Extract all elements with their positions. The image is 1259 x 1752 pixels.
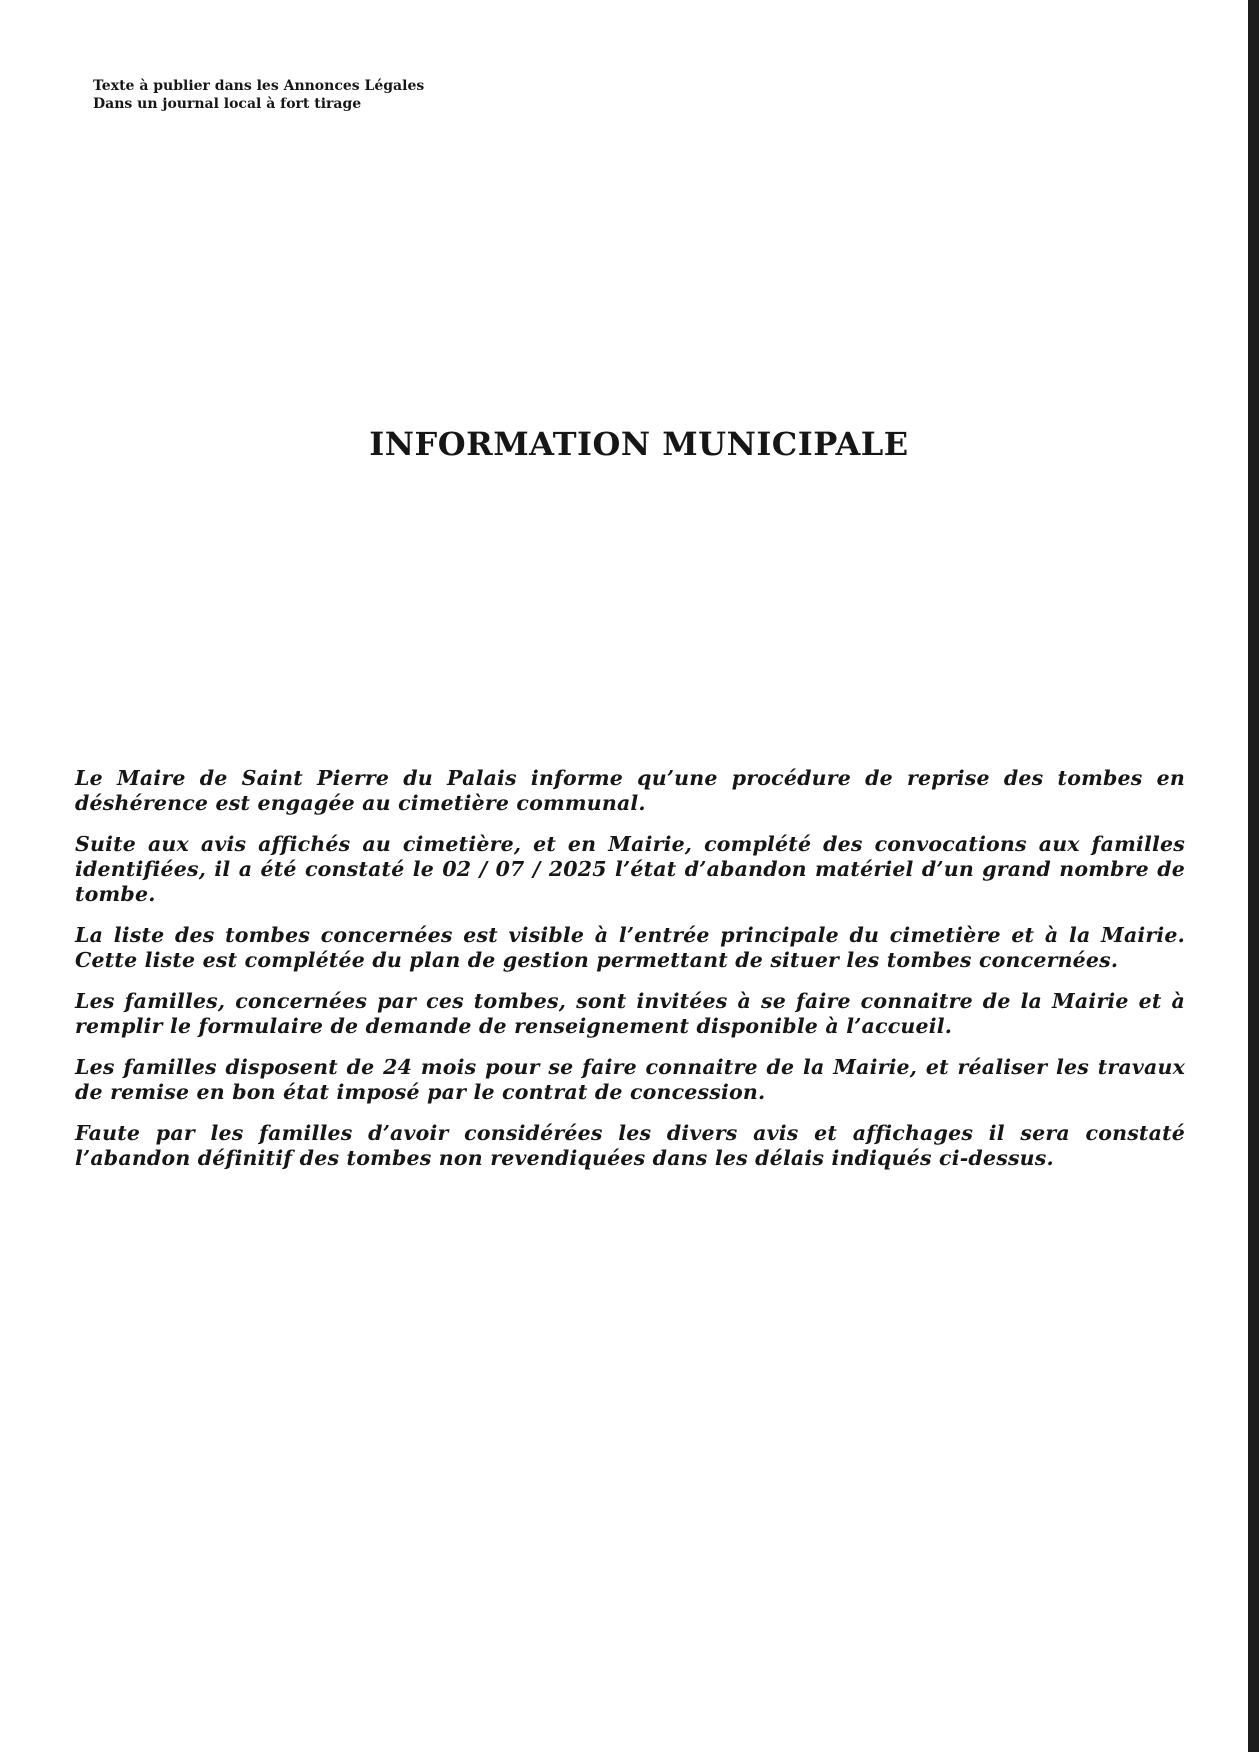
paragraph-final-abandon: Faute par les familles d’avoir considérées les divers avis et affichages il sera constaté l’abandon définitif des tombes non revendiquées dans les délais indiqués ci-dessus. [75, 1121, 1185, 1170]
paragraph-deadline: Les familles disposent de 24 mois pour se faire connaitre de la Mairie, et réaliser les travaux de remise en bon état imposé par le contrat de concession. [75, 1055, 1185, 1104]
notice-body [75, 766, 1185, 1187]
paragraph-tomb-list: La liste des tombes concernées est visible à l’entrée principale du cimetière et à la Mairie. Cette liste est complétée du plan de gestion permettant de situer les tombes concernées. [75, 923, 1185, 972]
paragraph-procedure: Le Maire de Saint Pierre du Palais informe qu’une procédure de reprise des tombes en déshérence est engagée au cimetière communal. [75, 766, 1185, 815]
publication-note-line-1: Texte à publier dans les Annonces Légales [93, 78, 425, 94]
publication-note-line-2: Dans un journal local à fort tirage [93, 96, 362, 112]
paragraph-families-invited: Les familles, concernées par ces tombes, sont invitées à se faire connaitre de la Mairie et à remplir le formulaire de demande de renseignement disponible à l’accueil. [75, 989, 1185, 1038]
scan-edge-border [1248, 0, 1259, 1752]
page-title: INFORMATION MUNICIPALE [369, 425, 909, 463]
paragraph-abandon-finding: Suite aux avis affichés au cimetière, et en Mairie, complété des convocations aux familles identifiées, il a été constaté le 02 / 07 / 2025 l’état d’abandon matériel d’un grand nombre de tombe. [75, 832, 1185, 906]
publication-note [93, 77, 424, 113]
